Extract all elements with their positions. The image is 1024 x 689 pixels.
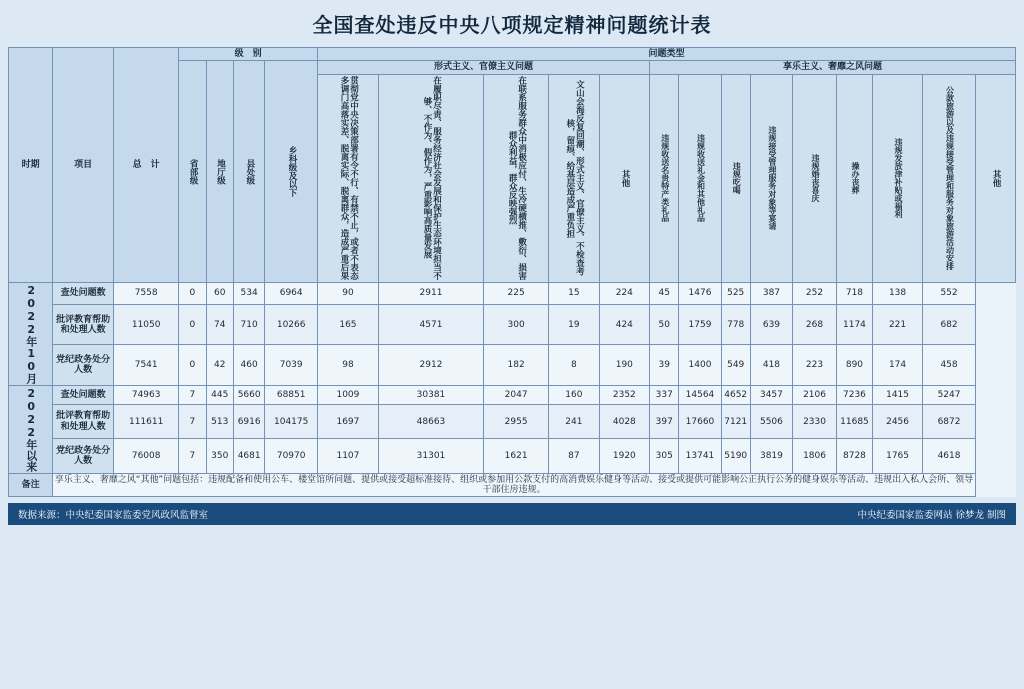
cell: 2955 bbox=[484, 405, 549, 439]
cell: 305 bbox=[650, 439, 679, 473]
cell: 174 bbox=[872, 345, 922, 385]
total-cell: 111611 bbox=[114, 405, 179, 439]
col-formalism-3: 在联系服务群众中消极应付、生冷硬横推、敷衍、损害群众利益，群众反映强烈 bbox=[484, 74, 549, 282]
cell: 1621 bbox=[484, 439, 549, 473]
table-row bbox=[9, 345, 1016, 385]
cell: 14564 bbox=[679, 385, 721, 404]
cell: 165 bbox=[317, 305, 378, 345]
item-cell: 批评教育帮助和处理人数 bbox=[53, 405, 114, 439]
cell: 31301 bbox=[378, 439, 483, 473]
cell: 68851 bbox=[265, 385, 318, 404]
cell: 718 bbox=[837, 282, 873, 305]
total-cell: 76008 bbox=[114, 439, 179, 473]
cell: 90 bbox=[317, 282, 378, 305]
cell: 1400 bbox=[679, 345, 721, 385]
cell: 549 bbox=[721, 345, 750, 385]
cell: 300 bbox=[484, 305, 549, 345]
page-title: 全国查处违反中央八项规定精神问题统计表 bbox=[312, 13, 712, 37]
cell: 7 bbox=[179, 385, 206, 404]
cell: 17660 bbox=[679, 405, 721, 439]
col-total: 总 计 bbox=[114, 48, 179, 283]
cell: 190 bbox=[599, 345, 649, 385]
cell: 350 bbox=[206, 439, 233, 473]
item-cell: 批评教育帮助和处理人数 bbox=[53, 305, 114, 345]
cell: 268 bbox=[792, 305, 836, 345]
total-cell: 7541 bbox=[114, 345, 179, 385]
col-hedonism-5: 违规婚丧喜庆 bbox=[792, 74, 836, 282]
cell: 160 bbox=[549, 385, 599, 404]
cell: 710 bbox=[233, 305, 265, 345]
col-hedonism-4: 违规接受管理服务对象等宴请 bbox=[750, 74, 792, 282]
item-cell: 查处问题数 bbox=[53, 385, 114, 404]
cell: 4571 bbox=[378, 305, 483, 345]
cell: 60 bbox=[206, 282, 233, 305]
cell: 552 bbox=[923, 282, 976, 305]
cell: 45 bbox=[650, 282, 679, 305]
cell: 1920 bbox=[599, 439, 649, 473]
footer-credit: 中央纪委国家监委网站 徐梦龙 制图 bbox=[857, 510, 1006, 522]
cell: 1806 bbox=[792, 439, 836, 473]
cell: 424 bbox=[599, 305, 649, 345]
footer-bar bbox=[8, 503, 1016, 525]
cell: 7121 bbox=[721, 405, 750, 439]
table-row bbox=[9, 405, 1016, 439]
cell: 4681 bbox=[233, 439, 265, 473]
cell: 7236 bbox=[837, 385, 873, 404]
col-level-county: 县处级 bbox=[233, 61, 265, 282]
cell: 98 bbox=[317, 345, 378, 385]
cell: 778 bbox=[721, 305, 750, 345]
footer-source: 数据来源：中央纪委国家监委党风政风监督室 bbox=[18, 510, 209, 522]
cell: 2456 bbox=[872, 405, 922, 439]
cell: 5660 bbox=[233, 385, 265, 404]
cell: 639 bbox=[750, 305, 792, 345]
cell: 2330 bbox=[792, 405, 836, 439]
col-formalism-1: 贯彻党中央决策部署有令不行、有禁不止，或者不表态多调门高落实差、脱离实际、脱离群众，造成严重后果 bbox=[317, 74, 378, 282]
col-hedonism-6: 操办丧葬 bbox=[837, 74, 873, 282]
cell: 8728 bbox=[837, 439, 873, 473]
note-row bbox=[9, 473, 1016, 497]
cell: 525 bbox=[721, 282, 750, 305]
col-formalism-2: 在履职尽责、服务经济社会发展和保护生态环境担当不够、不作为、假作为，严重影响高质量发展 bbox=[378, 74, 483, 282]
cell: 39 bbox=[650, 345, 679, 385]
cell: 10266 bbox=[265, 305, 318, 345]
cell: 138 bbox=[872, 282, 922, 305]
period-cell: 2022年以来 bbox=[9, 385, 53, 473]
cell: 241 bbox=[549, 405, 599, 439]
cell: 224 bbox=[599, 282, 649, 305]
cell: 19 bbox=[549, 305, 599, 345]
cell: 2912 bbox=[378, 345, 483, 385]
note-label: 备注 bbox=[9, 473, 53, 497]
table-row bbox=[9, 305, 1016, 345]
cell: 460 bbox=[233, 345, 265, 385]
cell: 8 bbox=[549, 345, 599, 385]
col-item: 项目 bbox=[53, 48, 114, 283]
cell: 7039 bbox=[265, 345, 318, 385]
group-formalism: 形式主义、官僚主义问题 bbox=[317, 61, 649, 74]
table-row bbox=[9, 439, 1016, 473]
cell: 4028 bbox=[599, 405, 649, 439]
cell: 387 bbox=[750, 282, 792, 305]
cell: 534 bbox=[233, 282, 265, 305]
col-hedonism-3: 违规吃喝 bbox=[721, 74, 750, 282]
cell: 3819 bbox=[750, 439, 792, 473]
cell: 70970 bbox=[265, 439, 318, 473]
cell: 1415 bbox=[872, 385, 922, 404]
total-cell: 7558 bbox=[114, 282, 179, 305]
cell: 6916 bbox=[233, 405, 265, 439]
cell: 2047 bbox=[484, 385, 549, 404]
cell: 74 bbox=[206, 305, 233, 345]
col-level-township: 乡科级及以下 bbox=[265, 61, 318, 282]
cell: 15 bbox=[549, 282, 599, 305]
cell: 42 bbox=[206, 345, 233, 385]
col-hedonism-8: 公款旅游以及违规接受管理和服务对象旅游活动安排 bbox=[923, 74, 976, 282]
cell: 30381 bbox=[378, 385, 483, 404]
cell: 2352 bbox=[599, 385, 649, 404]
item-cell: 查处问题数 bbox=[53, 282, 114, 305]
cell: 0 bbox=[179, 345, 206, 385]
group-hedonism: 享乐主义、奢靡之风问题 bbox=[650, 61, 1016, 74]
col-formalism-other: 其他 bbox=[599, 74, 649, 282]
cell: 104175 bbox=[265, 405, 318, 439]
cell: 418 bbox=[750, 345, 792, 385]
cell: 2106 bbox=[792, 385, 836, 404]
col-hedonism-7: 违规发放津补贴或福利 bbox=[872, 74, 922, 282]
cell: 225 bbox=[484, 282, 549, 305]
cell: 397 bbox=[650, 405, 679, 439]
note-text: 享乐主义、奢靡之风“其他”问题包括：违规配备和使用公车、楼堂馆所问题、提供或接受超标准接待、组织或参加用公款支付的高消费娱乐健身等活动、接受或提供可能影响公正执行公务的健身娱乐等活动、违规出入私人会所、领导干部住房违规。 bbox=[53, 473, 976, 497]
cell: 2911 bbox=[378, 282, 483, 305]
cell: 13741 bbox=[679, 439, 721, 473]
cell: 4652 bbox=[721, 385, 750, 404]
col-formalism-4: 文山会海反复回潮、形式主义、官僚主义、不检查考核，留痕、给基层造成严重负担 bbox=[549, 74, 599, 282]
cell: 7 bbox=[179, 405, 206, 439]
cell: 890 bbox=[837, 345, 873, 385]
cell: 458 bbox=[923, 345, 976, 385]
total-cell: 11050 bbox=[114, 305, 179, 345]
cell: 182 bbox=[484, 345, 549, 385]
group-problem-type: 问题类型 bbox=[317, 48, 1015, 61]
cell: 223 bbox=[792, 345, 836, 385]
table-row bbox=[9, 385, 1016, 404]
cell: 1697 bbox=[317, 405, 378, 439]
col-level-prefecture: 地厅级 bbox=[206, 61, 233, 282]
col-hedonism-2: 违规收送礼金和其他礼品 bbox=[679, 74, 721, 282]
period-cell: 2022年10月 bbox=[9, 282, 53, 385]
cell: 4618 bbox=[923, 439, 976, 473]
cell: 0 bbox=[179, 282, 206, 305]
cell: 1107 bbox=[317, 439, 378, 473]
cell: 0 bbox=[179, 305, 206, 345]
cell: 5190 bbox=[721, 439, 750, 473]
cell: 87 bbox=[549, 439, 599, 473]
cell: 48663 bbox=[378, 405, 483, 439]
cell: 6964 bbox=[265, 282, 318, 305]
cell: 1174 bbox=[837, 305, 873, 345]
cell: 3457 bbox=[750, 385, 792, 404]
cell: 252 bbox=[792, 282, 836, 305]
cell: 6872 bbox=[923, 405, 976, 439]
col-period: 时期 bbox=[9, 48, 53, 283]
cell: 7 bbox=[179, 439, 206, 473]
cell: 11685 bbox=[837, 405, 873, 439]
table-row bbox=[9, 282, 1016, 305]
cell: 221 bbox=[872, 305, 922, 345]
cell: 5247 bbox=[923, 385, 976, 404]
cell: 1765 bbox=[872, 439, 922, 473]
cell: 1009 bbox=[317, 385, 378, 404]
cell: 1759 bbox=[679, 305, 721, 345]
cell: 445 bbox=[206, 385, 233, 404]
cell: 5506 bbox=[750, 405, 792, 439]
cell: 1476 bbox=[679, 282, 721, 305]
item-cell: 党纪政务处分人数 bbox=[53, 345, 114, 385]
item-cell: 党纪政务处分人数 bbox=[53, 439, 114, 473]
col-level-provincial: 省部级 bbox=[179, 61, 206, 282]
cell: 513 bbox=[206, 405, 233, 439]
total-cell: 74963 bbox=[114, 385, 179, 404]
col-hedonism-1: 违规收送名贵特产类礼品 bbox=[650, 74, 679, 282]
cell: 682 bbox=[923, 305, 976, 345]
group-level: 级 别 bbox=[179, 48, 318, 61]
cell: 337 bbox=[650, 385, 679, 404]
cell: 50 bbox=[650, 305, 679, 345]
col-hedonism-other: 其他 bbox=[975, 74, 1015, 282]
statistics-table bbox=[8, 47, 1016, 497]
